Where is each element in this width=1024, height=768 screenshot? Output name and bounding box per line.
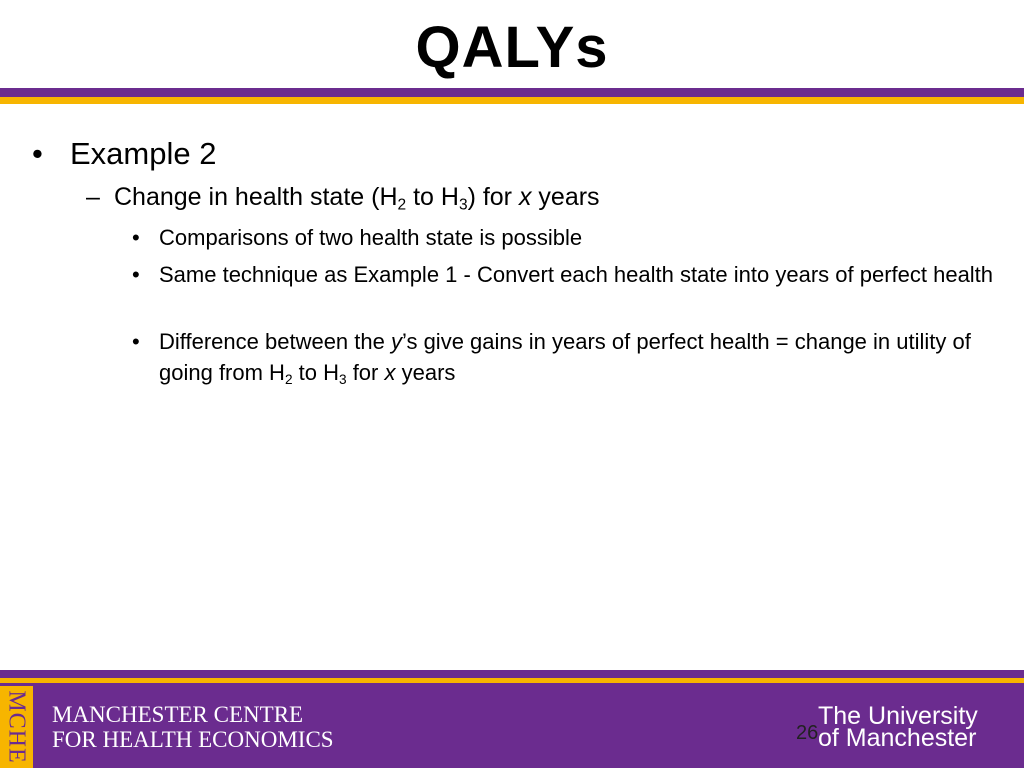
text-run: ) for: [467, 183, 519, 211]
subscript: 3: [458, 196, 468, 214]
bullet-text: Example 2: [70, 136, 217, 171]
slide-footer: [0, 670, 1024, 768]
bullet-icon: •: [132, 225, 140, 250]
page-number: 26: [796, 722, 819, 744]
bullet-level2: [86, 183, 600, 212]
university-logo-line1: The University: [818, 702, 978, 730]
bullet-icon: •: [32, 136, 43, 171]
text-run: years: [395, 360, 456, 385]
subscript: 3: [339, 372, 347, 388]
text-run: to H: [292, 360, 339, 385]
bullet-text: Comparisons of two health state is possible: [159, 225, 583, 250]
text-run: for: [346, 360, 385, 385]
text-run: ’s give gains in years of perfect health = change in utility of going from H: [159, 329, 971, 385]
text-run: Change in health state (H: [114, 183, 398, 211]
centre-name-line1: MANCHESTER CENTRE: [52, 702, 304, 727]
university-logo-line2: of Manchester: [818, 724, 977, 752]
variable: y: [390, 329, 402, 354]
dash-icon: –: [86, 183, 100, 211]
mche-logo-text: MCHE: [3, 690, 30, 764]
subscript: 2: [284, 372, 293, 388]
mche-logo: [0, 686, 33, 768]
bullet-text: [159, 326, 999, 388]
text-run: years: [531, 183, 600, 211]
variable: x: [518, 183, 532, 211]
bullet-icon: •: [132, 329, 140, 354]
text-run: to H: [406, 183, 459, 211]
subscript: 2: [397, 196, 407, 214]
text-run: Difference between the: [159, 329, 391, 354]
bullet-text: Same technique as Example 1 - Convert each health state into years of perfect health: [159, 262, 994, 287]
footer-purple-band: [0, 670, 1024, 678]
slide-title: QALYs: [415, 15, 609, 80]
centre-name-line2: FOR HEALTH ECONOMICS: [52, 727, 334, 752]
bullet-icon: •: [132, 262, 140, 287]
variable: x: [384, 360, 396, 385]
